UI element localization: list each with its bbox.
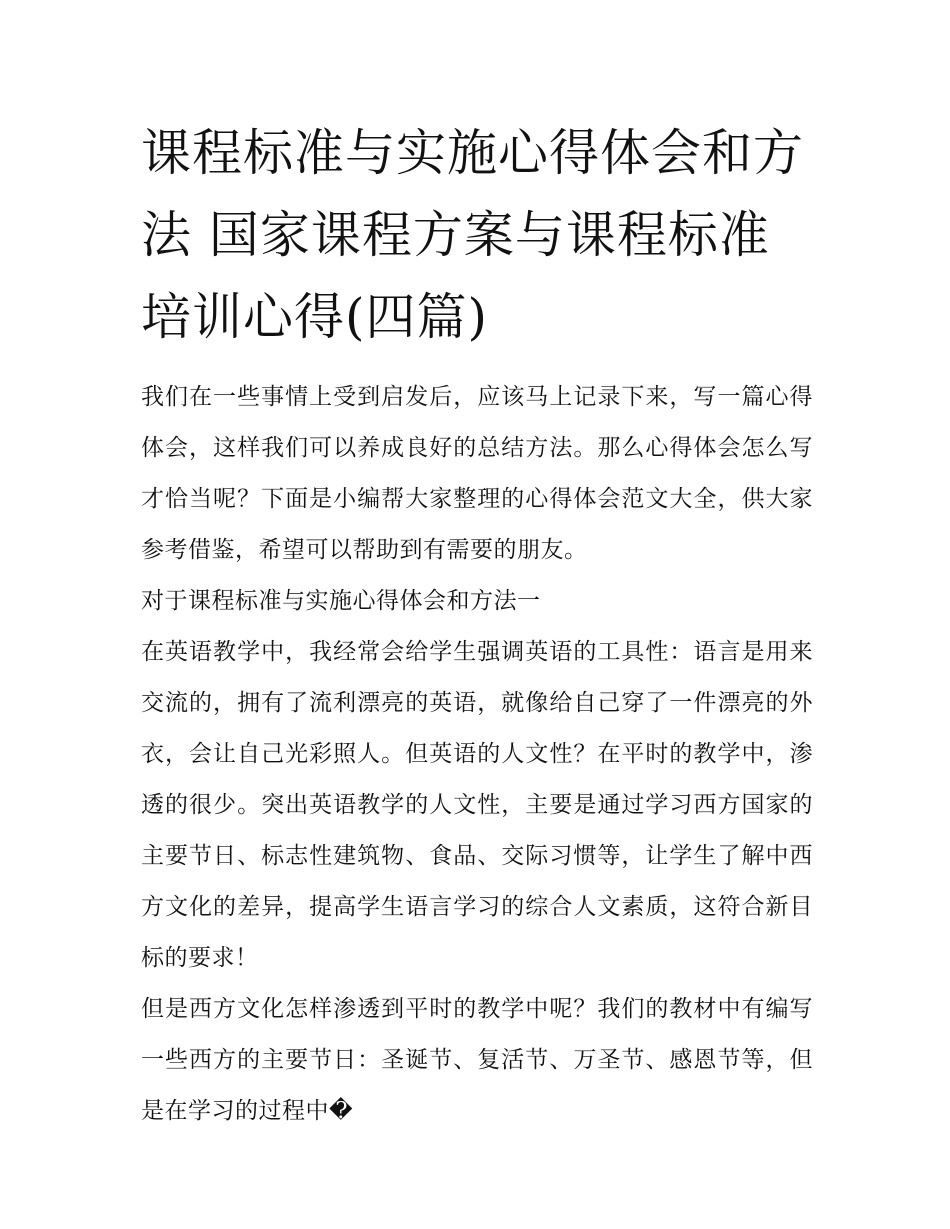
document-title: 课程标准与实施心得体会和方法 国家课程方案与课程标准培训心得(四篇) bbox=[141, 124, 804, 346]
body-paragraph: 但是西方文化怎样渗透到平时的教学中呢？我们的教材中有编写一些西方的主要节日：圣诞节、复活节、万圣节、感恩节等，但是在学习的过程中� bbox=[141, 996, 813, 1124]
document-body bbox=[141, 112, 813, 1137]
section-heading: 对于课程标准与实施心得体会和方法一 bbox=[141, 588, 541, 614]
body-paragraph: 在英语教学中，我经常会给学生强调英语的工具性：语言是用来交流的，拥有了流利漂亮的英语，就像给自己穿了一件漂亮的外衣，会让自己光彩照人。但英语的人文性？在平时的教学中，渗透的很少。突出英语教学的人文性，主要是通过学习西方国家的主要节日、标志性建筑物、食品、交际习惯等，让学生了解中西方文化的差异，提高学生语言学习的综合人文素质，这符合新目标的要求！ bbox=[141, 639, 813, 971]
intro-paragraph: 我们在一些事情上受到启发后，应该马上记录下来，写一篇心得体会，这样我们可以养成良好的总结方法。那么心得体会怎么写才恰当呢？下面是小编帮大家整理的心得体会范文大全，供大家参考借鉴，希望可以帮助到有需要的朋友。 bbox=[141, 384, 813, 563]
